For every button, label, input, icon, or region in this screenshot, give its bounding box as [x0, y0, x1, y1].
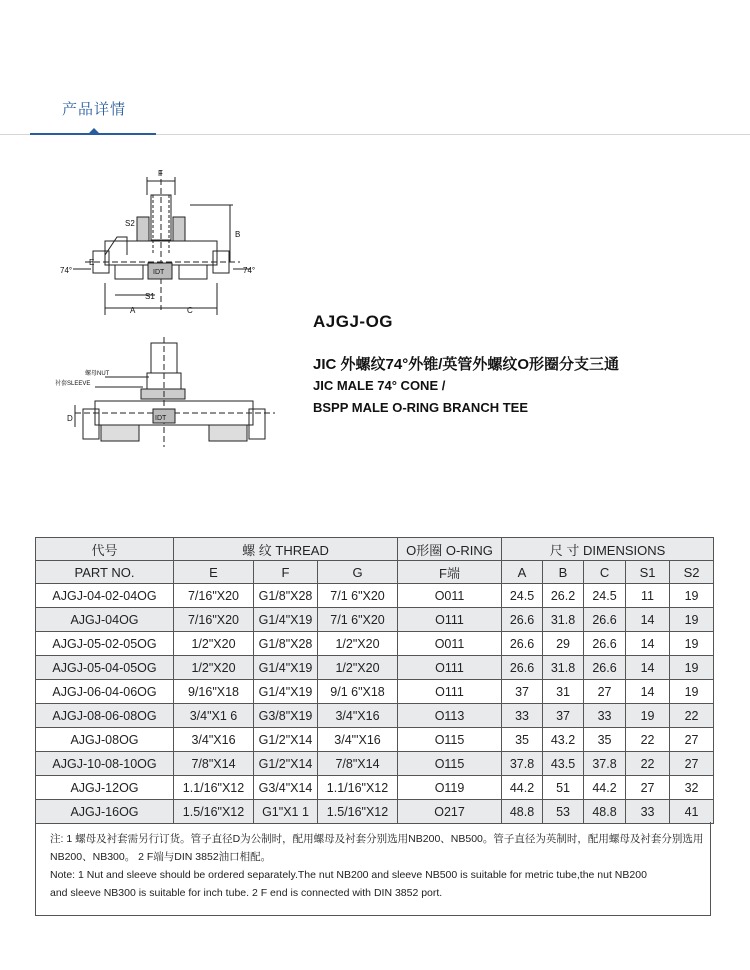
- table-cell: O119: [398, 776, 502, 800]
- table-cell: AJGJ-05-02-05OG: [36, 632, 174, 656]
- table-cell: G1/8"X28: [254, 632, 318, 656]
- table-cell: 26.6: [584, 608, 626, 632]
- table-cell: 31.8: [543, 656, 584, 680]
- header-thread: 螺 纹 THREAD: [174, 538, 398, 561]
- label-s1: S1: [145, 292, 155, 301]
- header-a: A: [502, 561, 543, 584]
- table-cell: 11: [626, 584, 670, 608]
- table-cell: 22: [626, 752, 670, 776]
- table-row: [36, 608, 714, 632]
- table-cell: 27: [670, 728, 714, 752]
- table-cell: 32: [670, 776, 714, 800]
- table-cell: 3/4"X16: [174, 728, 254, 752]
- notes-box: [35, 822, 711, 916]
- header-f: F: [254, 561, 318, 584]
- table-cell: 35: [502, 728, 543, 752]
- product-model: AJGJ-OG: [313, 312, 394, 331]
- label-idt-top: IDT: [153, 269, 165, 276]
- table-cell: 35: [584, 728, 626, 752]
- header-e: E: [174, 561, 254, 584]
- table-cell: 7/1 6"X20: [318, 608, 398, 632]
- header-b: B: [543, 561, 584, 584]
- table-cell: 14: [626, 680, 670, 704]
- tab-active-indicator: [30, 133, 156, 135]
- note-cn-line2: NB200、NB300。 2 F端与DIN 3852油口相配。: [50, 851, 272, 863]
- header-s1: S1: [626, 561, 670, 584]
- table-cell: 43.2: [543, 728, 584, 752]
- table-row: [36, 584, 714, 608]
- table-cell: 26.2: [543, 584, 584, 608]
- table-cell: 19: [626, 704, 670, 728]
- table-cell: 41: [670, 800, 714, 824]
- table-cell: O111: [398, 656, 502, 680]
- table-cell: 22: [670, 704, 714, 728]
- table-cell: G1/4"X19: [254, 656, 318, 680]
- table-cell: AJGJ-12OG: [36, 776, 174, 800]
- table-cell: AJGJ-04OG: [36, 608, 174, 632]
- label-d: D: [67, 414, 73, 423]
- table-row: [36, 800, 714, 824]
- label-c: C: [187, 306, 193, 315]
- table-cell: G3/4"X14: [254, 776, 318, 800]
- table-row: [36, 632, 714, 656]
- table-cell: 1.5/16"X12: [174, 800, 254, 824]
- table-cell: 26.6: [502, 656, 543, 680]
- table-cell: 1.1/16"X12: [318, 776, 398, 800]
- product-name-en-line1: JIC MALE 74° CONE /: [313, 378, 446, 393]
- table-row: [36, 680, 714, 704]
- table-cell: AJGJ-08-06-08OG: [36, 704, 174, 728]
- table-cell: O111: [398, 680, 502, 704]
- table-cell: 33: [502, 704, 543, 728]
- header-oring: O形圈 O-RING: [398, 538, 502, 561]
- table-cell: 26.6: [584, 632, 626, 656]
- table-cell: G1"X1 1: [254, 800, 318, 824]
- table-cell: 26.6: [584, 656, 626, 680]
- table-cell: AJGJ-05-04-05OG: [36, 656, 174, 680]
- table-cell: 31.8: [543, 608, 584, 632]
- table-cell: G1/4"X19: [254, 680, 318, 704]
- label-b: B: [235, 230, 241, 239]
- table-cell: 43.5: [543, 752, 584, 776]
- label-idt-bottom: IDT: [155, 415, 167, 422]
- table-cell: O113: [398, 704, 502, 728]
- table-cell: 19: [670, 632, 714, 656]
- header-c: C: [584, 561, 626, 584]
- table-cell: G1/2"X14: [254, 752, 318, 776]
- table-cell: 29: [543, 632, 584, 656]
- table-cell: 14: [626, 632, 670, 656]
- table-cell: 27: [584, 680, 626, 704]
- table-cell: 27: [670, 752, 714, 776]
- table-row: [36, 728, 714, 752]
- table-cell: 14: [626, 608, 670, 632]
- table-cell: 3/4"'X16: [318, 728, 398, 752]
- table-cell: AJGJ-08OG: [36, 728, 174, 752]
- table-row: [36, 704, 714, 728]
- label-s2: S2: [125, 219, 135, 228]
- product-name-en-line2: BSPP MALE O-RING BRANCH TEE: [313, 400, 528, 415]
- table-cell: 3/4"X1 6: [174, 704, 254, 728]
- tab-caret-icon: [89, 128, 99, 133]
- table-cell: 37: [502, 680, 543, 704]
- header-f-end: F端: [398, 561, 502, 584]
- table-cell: 37: [543, 704, 584, 728]
- note-en-line1: Note: 1 Nut and sleeve should be ordered separately.The nut NB200 and sleeve NB500 is suitable for metric tube,the nut NB200: [50, 869, 647, 881]
- table-cell: AJGJ-10-08-10OG: [36, 752, 174, 776]
- table-cell: 14: [626, 656, 670, 680]
- table-cell: 48.8: [502, 800, 543, 824]
- table-row: [36, 776, 714, 800]
- label-f: F: [158, 169, 163, 178]
- table-cell: O111: [398, 608, 502, 632]
- table-cell: 1/2"X20: [174, 632, 254, 656]
- label-nut: 螺母NUT: [85, 371, 110, 377]
- table-row: [36, 752, 714, 776]
- label-e: E: [89, 258, 95, 267]
- label-a: A: [130, 306, 136, 315]
- note-en-line2: and sleeve NB300 is suitable for inch tube. 2 F end is connected with DIN 3852 port.: [50, 887, 443, 899]
- table-cell: 22: [626, 728, 670, 752]
- table-cell: G1/2"X14: [254, 728, 318, 752]
- note-cn-line1: 注: 1 螺母及衬套需另行订货。管子直径D为公制时，配用螺母及衬套分别选用NB200、NB500。管子直径为英制时，配用螺母及衬套分别选用: [50, 833, 704, 845]
- table-cell: AJGJ-06-04-06OG: [36, 680, 174, 704]
- table-cell: 19: [670, 584, 714, 608]
- header-s2: S2: [670, 561, 714, 584]
- table-cell: 3/4"X16: [318, 704, 398, 728]
- table-cell: 1/2"X20: [318, 632, 398, 656]
- header-dimensions: 尺 寸 DIMENSIONS: [502, 538, 714, 561]
- technical-drawing: [55, 165, 295, 455]
- table-cell: 26.6: [502, 632, 543, 656]
- table-cell: 7/8"X14: [174, 752, 254, 776]
- label-angle-left: 74°: [60, 266, 73, 275]
- table-cell: O115: [398, 752, 502, 776]
- table-cell: 19: [670, 656, 714, 680]
- table-cell: O217: [398, 800, 502, 824]
- table-cell: 48.8: [584, 800, 626, 824]
- table-cell: 7/16"X20: [174, 608, 254, 632]
- table-cell: 7/16"X20: [174, 584, 254, 608]
- table-cell: 19: [670, 608, 714, 632]
- label-angle-right: 74°: [243, 266, 256, 275]
- header-code-cn: 代号: [36, 538, 174, 561]
- label-sleeve: 衬套SLEEVE: [55, 381, 91, 387]
- table-cell: 24.5: [584, 584, 626, 608]
- table-cell: 7/8"X14: [318, 752, 398, 776]
- table-cell: 51: [543, 776, 584, 800]
- table-cell: 1.5/16"X12: [318, 800, 398, 824]
- table-cell: G3/8"X19: [254, 704, 318, 728]
- header-part-no: PART NO.: [36, 561, 174, 584]
- table-cell: 1/2"X20: [174, 656, 254, 680]
- table-cell: 37.8: [584, 752, 626, 776]
- table-cell: O115: [398, 728, 502, 752]
- table-cell: 31: [543, 680, 584, 704]
- table-cell: O011: [398, 584, 502, 608]
- spec-table: [35, 537, 714, 824]
- table-cell: 37.8: [502, 752, 543, 776]
- table-cell: 7/1 6"X20: [318, 584, 398, 608]
- table-cell: 27: [626, 776, 670, 800]
- product-name-cn: JIC 外螺纹74°外锥/英管外螺纹O形圈分支三通: [313, 356, 620, 373]
- table-cell: 9/16"X18: [174, 680, 254, 704]
- header-g: G: [318, 561, 398, 584]
- table-cell: 24.5: [502, 584, 543, 608]
- table-cell: 19: [670, 680, 714, 704]
- table-cell: G1/4"X19: [254, 608, 318, 632]
- table-row: [36, 656, 714, 680]
- table-cell: 9/1 6"X18: [318, 680, 398, 704]
- table-cell: AJGJ-04-02-04OG: [36, 584, 174, 608]
- table-cell: AJGJ-16OG: [36, 800, 174, 824]
- table-cell: O011: [398, 632, 502, 656]
- table-cell: 26.6: [502, 608, 543, 632]
- table-cell: 1.1/16"X12: [174, 776, 254, 800]
- table-cell: 33: [626, 800, 670, 824]
- table-cell: G1/8"X28: [254, 584, 318, 608]
- table-cell: 33: [584, 704, 626, 728]
- table-cell: 44.2: [584, 776, 626, 800]
- table-cell: 53: [543, 800, 584, 824]
- table-cell: 44.2: [502, 776, 543, 800]
- table-cell: 1/2"X20: [318, 656, 398, 680]
- tab-product-details[interactable]: 产品详情: [62, 101, 127, 118]
